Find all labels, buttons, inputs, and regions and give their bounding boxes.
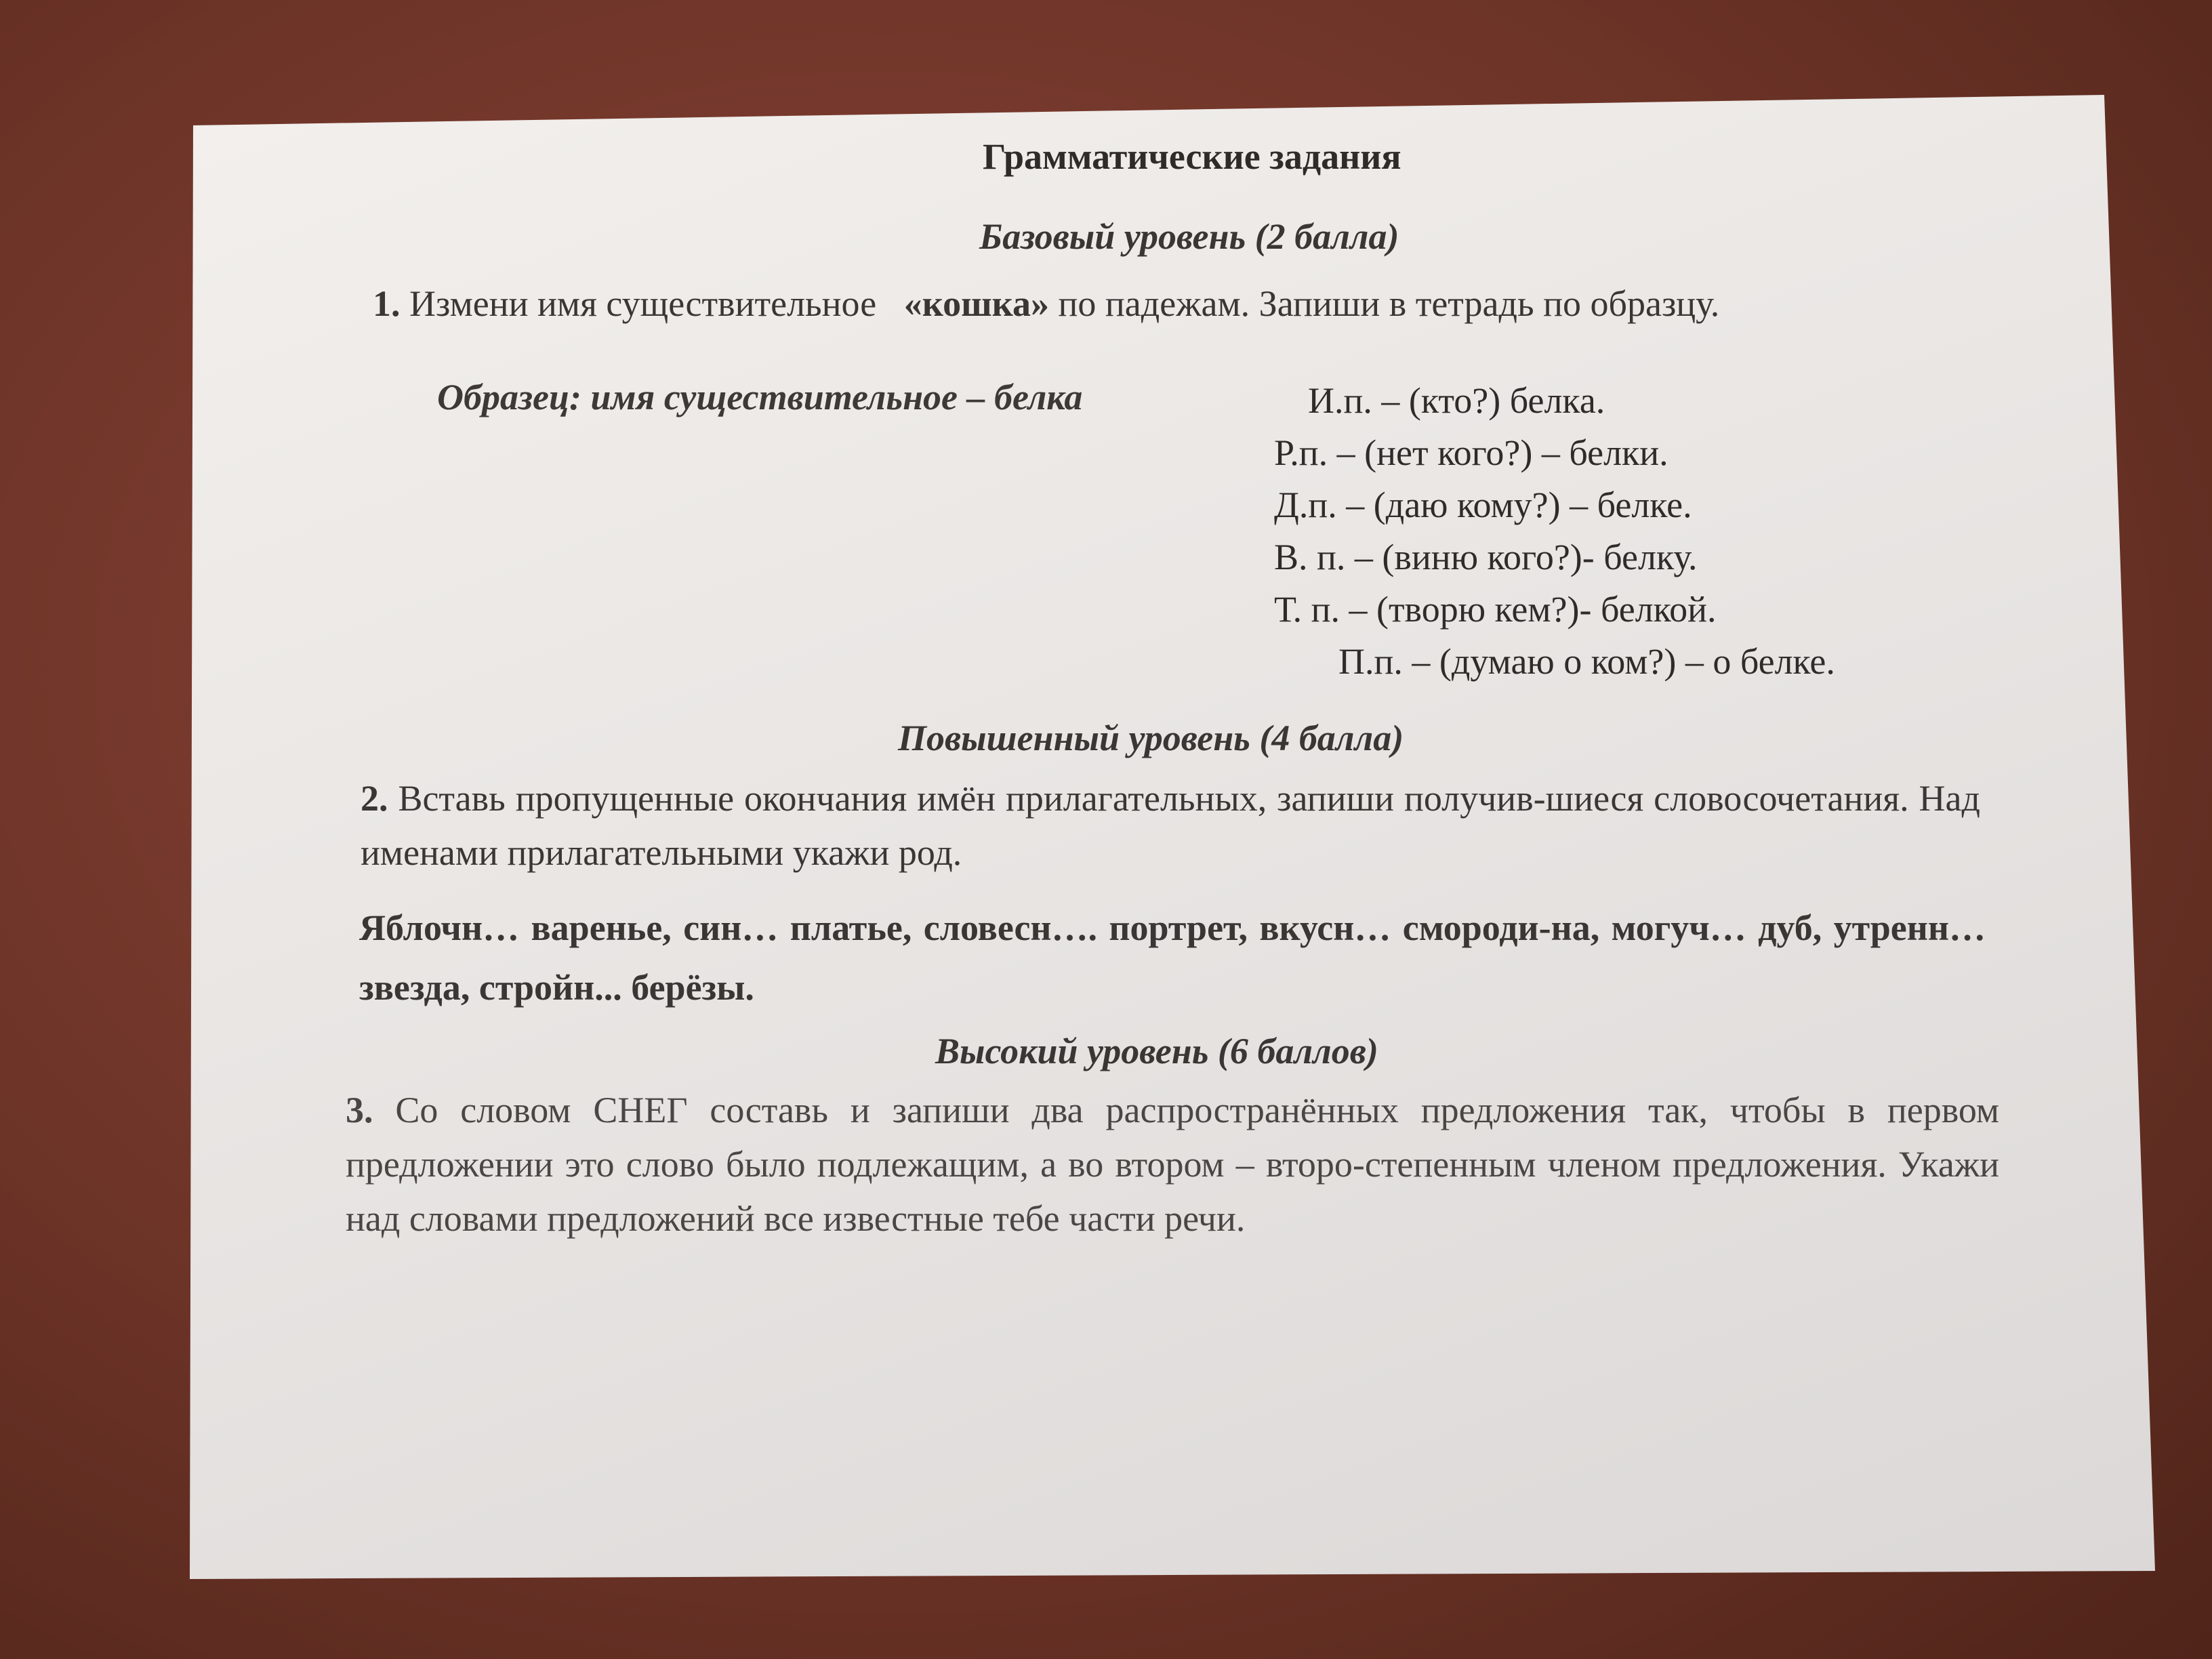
sample-label: Образец: имя существительное – белка: [437, 377, 1083, 417]
case-row: И.п. – (кто?) белка.: [1308, 380, 1605, 421]
task-1-text-before: Измени имя существительное: [409, 283, 877, 324]
task-2-text: [361, 771, 1980, 880]
task-1-number: 1.: [373, 283, 401, 324]
task-1-text-after: по падежам. Запиши в тетрадь по образцу.: [1058, 283, 1720, 324]
task-3-text: [346, 1083, 1999, 1246]
task-1-keyword: «кошка»: [903, 283, 1049, 324]
case-row: Т. п. – (творю кем?)- белкой.: [1274, 589, 1717, 630]
case-row: В. п. – (виню кого?)- белку.: [1274, 537, 1698, 577]
case-row: П.п. – (думаю о ком?) – о белке.: [1338, 641, 1835, 682]
level-high-heading: Высокий уровень (6 баллов): [935, 1031, 1378, 1071]
level-advanced-heading: Повышенный уровень (4 балла): [898, 718, 1404, 758]
page-title: Грамматические задания: [983, 136, 1401, 177]
case-row: Д.п. – (даю кому?) – белке.: [1274, 485, 1692, 525]
task-3-number: 3.: [346, 1090, 373, 1130]
task-2-word-list: Яблочн… варенье, син… платье, словесн…. портрет, вкусн… смороди-на, могуч… дуб, утренн… звезда, стройн... берёзы.: [359, 907, 1986, 1008]
task-2-number: 2.: [361, 778, 388, 819]
level-basic-heading: Базовый уровень (2 балла): [979, 216, 1399, 257]
task-1-text: [373, 276, 1972, 331]
task-2-body: Вставь пропущенные окончания имён прилагательных, запиши получив-шиеся словосочетания. Над именами прилагательными укажи род.: [361, 778, 1980, 873]
task-3-body: Со словом СНЕГ составь и запиши два распространённых предложения так, чтобы в первом предложении это слово было подлежащим, а во втором – второ-степенным членом предложения. Укажи над словами предложений все известные тебе части речи.: [346, 1090, 2000, 1239]
case-row: Р.п. – (нет кого?) – белки.: [1274, 432, 1668, 473]
